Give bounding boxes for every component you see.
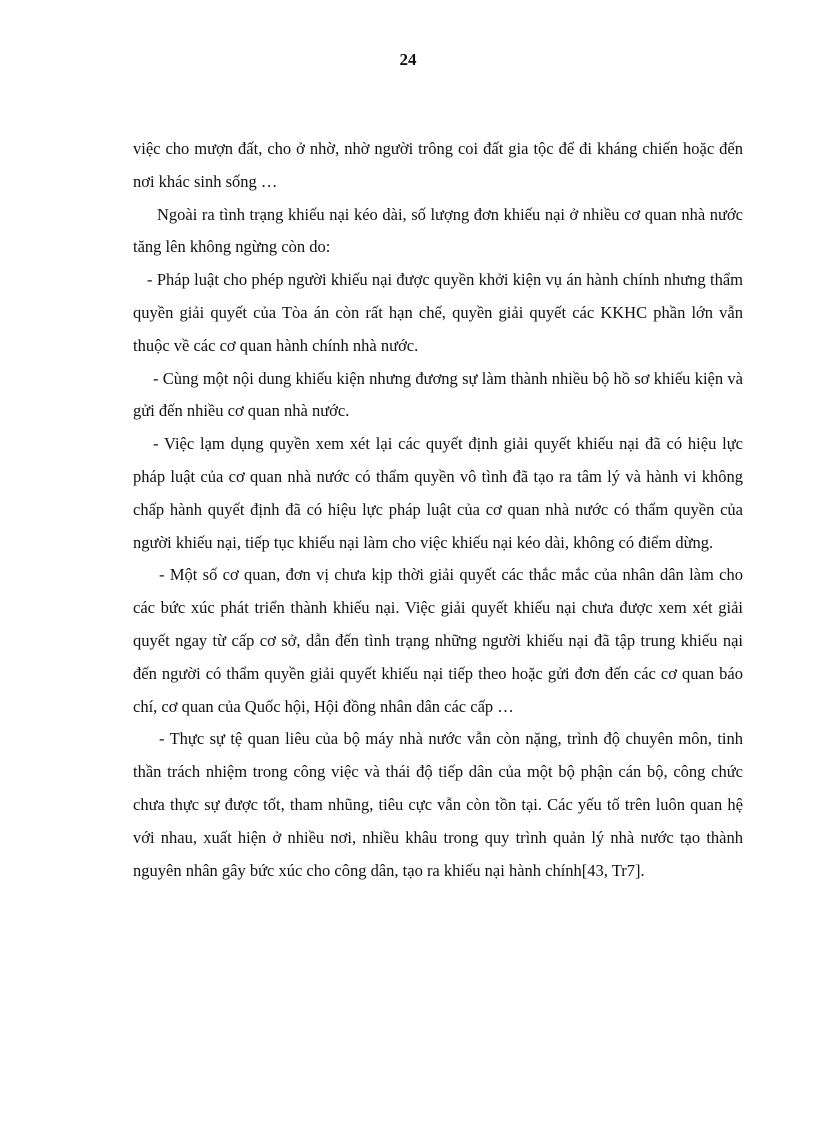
paragraph-item-5: - Thực sự tệ quan liêu của bộ máy nhà nước vẫn còn nặng, trình độ chuyên môn, tinh thần trách nhiệm trong công việc và thái độ tiếp dân của một bộ phận cán bộ, công chức chưa thực sự được tốt, tham nhũng, tiêu cực vẫn còn tồn tại. Các yếu tố trên luôn quan hệ với nhau, xuất hiện ở nhiều nơi, nhiều khâu trong quy trình quản lý nhà nước tạo thành nguyên nhân gây bức xúc cho công dân, tạo ra khiếu nại hành chính[43, Tr7]. bbox=[133, 729, 743, 880]
paragraph-item-1: - Pháp luật cho phép người khiếu nại được quyền khởi kiện vụ án hành chính nhưng thẩm quyền giải quyết của Tòa án còn rất hạn chế, quyền giải quyết các KKHC phần lớn vẫn thuộc về các cơ quan hành chính nhà nước. bbox=[133, 270, 743, 355]
paragraph-intro: Ngoài ra tình trạng khiếu nại kéo dài, số lượng đơn khiếu nại ở nhiều cơ quan nhà nước tăng lên không ngừng còn do: bbox=[133, 204, 743, 257]
paragraph-item-2: - Cùng một nội dung khiếu kiện nhưng đương sự làm thành nhiều bộ hồ sơ khiếu kiện và gửi đến nhiều cơ quan nhà nước. bbox=[133, 368, 743, 421]
paragraph-item-3: - Việc lạm dụng quyền xem xét lại các quyết định giải quyết khiếu nại đã có hiệu lực pháp luật của cơ quan nhà nước có thẩm quyền vô tình đã tạo ra tâm lý và hành vi không chấp hành quyết định đã có hiệu lực pháp luật của cơ quan nhà nước có thẩm quyền của người khiếu nại, tiếp tục khiếu nại làm cho việc khiếu nại kéo dài, không có điểm dừng. bbox=[133, 434, 743, 552]
page-number: 24 bbox=[399, 50, 417, 69]
paragraph-continuation: việc cho mượn đất, cho ở nhờ, nhờ người trông coi đất gia tộc để đi kháng chiến hoặc đến nơi khác sinh sống … bbox=[133, 139, 743, 191]
body-text bbox=[133, 133, 743, 887]
paragraph-item-4: - Một số cơ quan, đơn vị chưa kịp thời giải quyết các thắc mắc của nhân dân làm cho các bức xúc phát triển thành khiếu nại. Việc giải quyết khiếu nại chưa được xem xét giải quyết ngay từ cấp cơ sở, dẫn đến tình trạng những người khiếu nại đã tập trung khiếu nại đến người có thẩm quyền giải quyết khiếu nại tiếp theo hoặc gửi đơn đến các cơ quan báo chí, cơ quan của Quốc hội, Hội đồng nhân dân các cấp … bbox=[133, 565, 743, 716]
